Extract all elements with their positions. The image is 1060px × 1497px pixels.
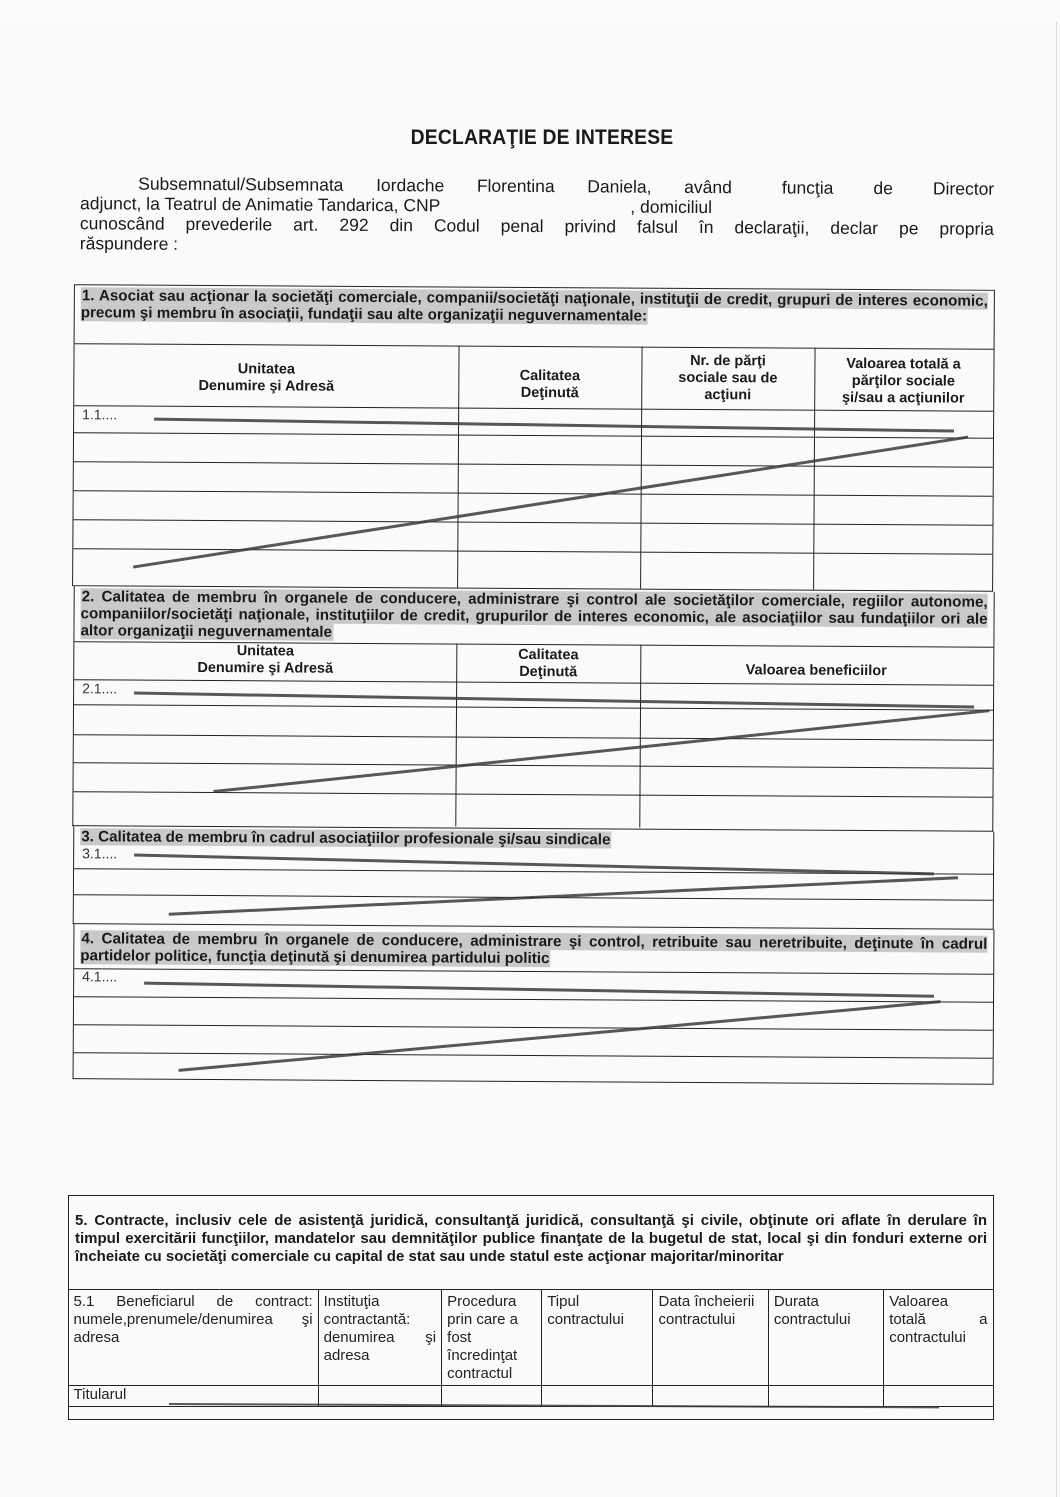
column-header-calitatea: Calitatea Deţinută: [518, 646, 579, 681]
table-cell: [884, 1386, 993, 1407]
row-divider: [74, 734, 993, 741]
column-header-valoarea: Valoarea totală a contractului: [884, 1290, 993, 1386]
column-header-unitatea: Unitatea Denumire şi Adresă: [198, 361, 335, 395]
column-header-valoarea: Valoarea totală a părţilor sociale şi/sau a acţiunilor: [841, 355, 965, 407]
column-header-data: Data încheierii contractului: [653, 1290, 768, 1386]
row-divider: [73, 519, 992, 526]
row-label: 1.1....: [82, 406, 118, 423]
intro-line-1: Subsemnatul/Subsemnata Iordache Florentina Daniela, având funcţia de Director: [138, 173, 995, 199]
column-header-durata: Durata contractului: [768, 1290, 883, 1386]
contracts-table: [68, 1289, 994, 1407]
row-divider: [74, 432, 993, 439]
table-cell: [768, 1386, 883, 1407]
document-title: DECLARAŢIE DE INTERESE: [410, 126, 674, 149]
column-header-beneficiar: 5.1 Beneficiarul de contract: numele,prenumele/denumirea şi adresa: [68, 1290, 318, 1386]
intro-line-4: răspundere :: [79, 233, 179, 254]
column-header-tipul: Tipul contractului: [542, 1290, 653, 1386]
row-divider: [74, 490, 993, 497]
row-label: 2.1....: [82, 680, 118, 697]
section-4-heading: 4. Calitatea de membru în organele de conducere, administrare şi control, retribuite sau neretribuite, deţinute în cadrul partidelor politice, funcţia deţinută şi denumirea partidului politic: [80, 930, 988, 968]
table-cell: [542, 1386, 653, 1407]
section-1-table: [72, 284, 995, 592]
column-header-valoarea-beneficiilor: Valoarea beneficiilor: [745, 662, 887, 680]
strike-line: [213, 709, 989, 793]
section-2-table: [72, 586, 994, 832]
row-divider: [74, 996, 993, 1003]
strike-line: [154, 418, 954, 433]
row-label: 3.1....: [82, 845, 118, 862]
column-header-calitatea: Calitatea Deţinută: [519, 367, 581, 402]
section-2-heading: 2. Calitatea de membru în organele de conducere, administrare şi control ale societăţilor comerciale, regiilor autonome, companiilor/societăţi naţionale, instituţiilor de credit, grupurilor de interes economic, ale asociaţiilor sau fundaţiilor ori ale altor organizaţii neguvernamentale: [80, 588, 988, 641]
column-header-procedura: Procedura prin care a fost încredinţat contractul: [442, 1290, 542, 1386]
table-header-row: [68, 1290, 993, 1386]
divider: [75, 343, 994, 350]
row-label: 4.1....: [82, 968, 118, 985]
intro-paragraph: [80, 173, 994, 259]
section-3-heading: 3. Calitatea de membru în cadrul asociaţiilor profesionale şi/sau sindicale: [81, 828, 611, 849]
row-label-titularul: Titularul: [68, 1386, 318, 1407]
row-divider: [73, 791, 992, 798]
column-header-nr-parti: Nr. de părţi sociale sau de acţiuni: [678, 352, 778, 404]
strike-line: [133, 436, 968, 569]
row-divider: [74, 968, 993, 975]
section-5-table: [68, 1195, 994, 1420]
row-divider: [74, 762, 993, 769]
strike-line: [134, 854, 934, 876]
row-divider: [74, 461, 993, 468]
section-1-heading: 1. Asociat sau acţionar la societăţi comerciale, companii/societăţi naţionale, instituţii de credit, grupuri de interes economic, precum şi membru în asociaţii, fundaţii sau alte organizaţii neguvernamentale:: [80, 287, 988, 325]
row-divider: [74, 1024, 993, 1031]
column-header-institutia: Instituţia contractantă: denumirea şi adresa: [318, 1290, 442, 1386]
section-5-heading: 5. Contracte, inclusiv cele de asistenţă juridică, consultanţă juridică, consultanţă şi civile, obţinute ori aflate în derulare în timpul exercitării funcţiilor, mandatelor sau demnităţilor publice finanţate de la bugetul de stat, local şi din fonduri externe ori încheiate cu societăţi comerciale cu capital de stat sau unde statul este acţionar majoritar/minoritar: [75, 1212, 987, 1265]
intro-line-3: cunoscând prevederile art. 292 din Codul penal privind falsul în declaraţii, declar pe propria: [79, 213, 994, 239]
strike-line: [144, 982, 934, 998]
section-4-table: [73, 924, 995, 1085]
table-cell: [653, 1386, 768, 1407]
intro-line-2: adjunct, la Teatrul de Animatie Tandarica, CNP , domiciliul: [80, 193, 713, 218]
column-header-unitatea: Unitatea Denumire şi Adresă: [197, 643, 334, 677]
strike-line: [178, 1000, 940, 1072]
section-3-table: [73, 826, 995, 930]
row-divider: [74, 1052, 993, 1059]
